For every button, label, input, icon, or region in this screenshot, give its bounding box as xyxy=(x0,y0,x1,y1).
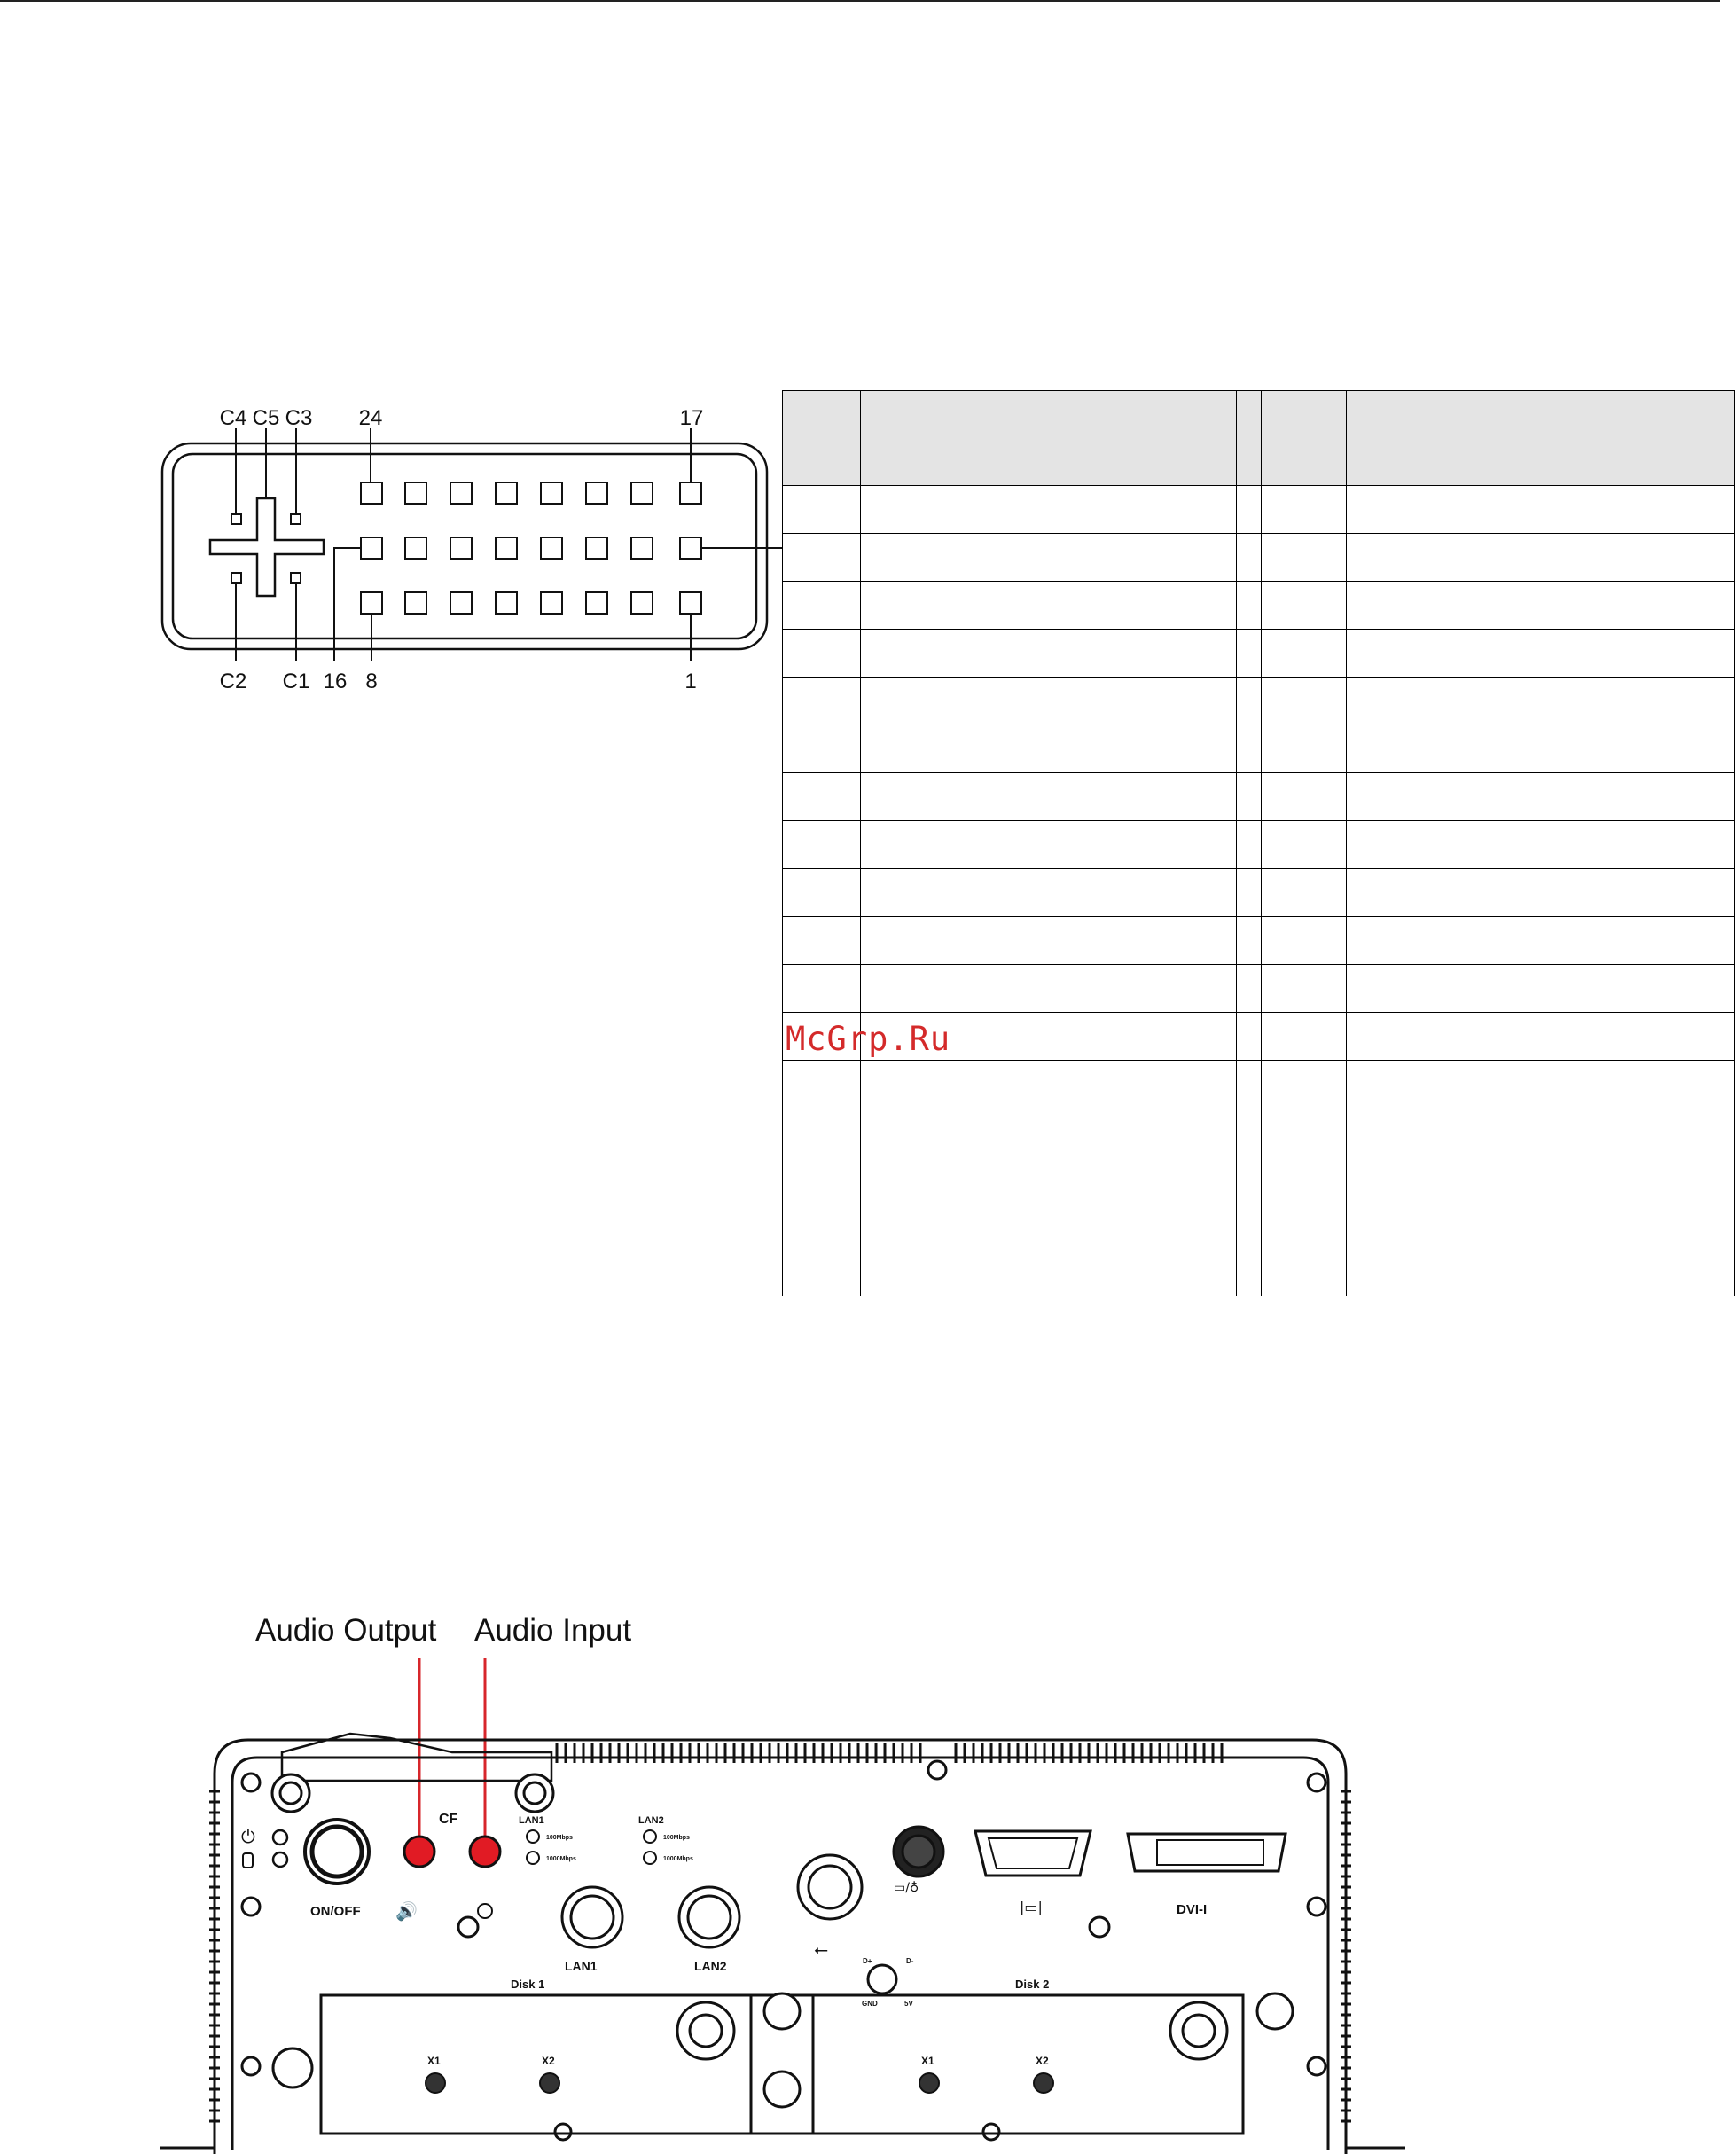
table-cell xyxy=(1347,869,1735,917)
table-row xyxy=(783,1061,1735,1108)
table-cell xyxy=(783,773,861,821)
table-cell xyxy=(861,582,1237,630)
disk-leds xyxy=(426,2073,1053,2093)
header-cell xyxy=(1347,391,1735,486)
table-row xyxy=(783,678,1735,725)
header-cell xyxy=(1262,391,1347,486)
table-cell xyxy=(1237,678,1262,725)
table-cell xyxy=(1262,1108,1347,1202)
pin-label-1: 1 xyxy=(684,670,697,693)
table-cell xyxy=(861,917,1237,965)
pin-4 xyxy=(541,592,562,614)
keyboard-mouse-icon: ▭/♁ xyxy=(894,1881,919,1895)
table-row xyxy=(783,1202,1735,1296)
dvi-pinout-diagram xyxy=(133,390,807,709)
pin-gnd-label: GND xyxy=(862,2000,878,2008)
heatsink-fins xyxy=(557,1743,1222,1763)
pin-label-c4: C4 xyxy=(219,406,247,430)
lan1-speed-100: 100Mbps xyxy=(546,1835,573,1841)
usb-port[interactable] xyxy=(798,1855,862,1919)
page-top-rule xyxy=(0,0,1720,2)
lan2-speed-100: 100Mbps xyxy=(663,1835,690,1841)
table-row xyxy=(783,582,1735,630)
display-icon: |▭| xyxy=(1020,1899,1043,1915)
disk2-label: Disk 2 xyxy=(1015,1978,1050,1991)
table-cell xyxy=(861,1108,1237,1202)
table-cell xyxy=(1347,1013,1735,1061)
table-row xyxy=(783,630,1735,678)
watermark-text: McGrp.Ru xyxy=(786,1020,951,1058)
disk1-label: Disk 1 xyxy=(511,1978,545,1991)
table-cell xyxy=(861,486,1237,534)
pin-18 xyxy=(631,482,653,504)
table-cell xyxy=(1262,582,1347,630)
lan1-port[interactable] xyxy=(562,1887,622,1947)
audio-input-callout: Audio Input xyxy=(474,1613,632,1648)
on-off-label: ON/OFF xyxy=(310,1904,361,1919)
table-cell xyxy=(1237,965,1262,1013)
pin-22 xyxy=(450,482,472,504)
table-row xyxy=(783,534,1735,582)
disk2-thumb-screw[interactable] xyxy=(1257,1993,1293,2029)
table-cell xyxy=(1237,773,1262,821)
table-cell xyxy=(1237,486,1262,534)
table-cell xyxy=(1262,869,1347,917)
bay-thumb-screw-upper[interactable] xyxy=(764,1993,800,2029)
table-row xyxy=(783,1108,1735,1202)
pin-13 xyxy=(496,537,517,559)
disk1-thumb-screw[interactable] xyxy=(273,2048,312,2087)
lan2-speed-1000: 1000Mbps xyxy=(663,1856,693,1862)
pin-label-17: 17 xyxy=(679,406,704,430)
table-cell xyxy=(1347,582,1735,630)
table-cell xyxy=(783,725,861,773)
table-cell xyxy=(783,821,861,869)
table-cell xyxy=(1237,725,1262,773)
dvi-port[interactable] xyxy=(1128,1834,1286,1871)
pin-11 xyxy=(586,537,607,559)
table-cell xyxy=(1237,534,1262,582)
pin-c4 xyxy=(231,514,241,524)
table-cell xyxy=(1262,1202,1347,1296)
pin-1 xyxy=(680,592,701,614)
lan1-top-label: LAN1 xyxy=(519,1815,544,1826)
dvi-label: DVI-I xyxy=(1177,1902,1208,1917)
pin-6 xyxy=(450,592,472,614)
cf-label: CF xyxy=(439,1812,458,1827)
table-cell xyxy=(783,486,861,534)
power-pin-connector[interactable] xyxy=(868,1965,896,1993)
ps2-port[interactable] xyxy=(894,1827,943,1876)
pin-2 xyxy=(631,592,653,614)
pin-7 xyxy=(405,592,426,614)
table-cell xyxy=(783,582,861,630)
pin-c2 xyxy=(231,573,241,583)
audio-output-callout: Audio Output xyxy=(255,1613,437,1648)
table-cell xyxy=(783,869,861,917)
audio-output-jack[interactable] xyxy=(404,1837,434,1867)
pin-label-c5: C5 xyxy=(252,406,280,430)
disk2-x2-label: X2 xyxy=(1036,2055,1049,2067)
pin-8 xyxy=(361,592,382,614)
pin-19 xyxy=(586,482,607,504)
pin-21 xyxy=(496,482,517,504)
table-row xyxy=(783,725,1735,773)
table-cell xyxy=(861,869,1237,917)
pin-10 xyxy=(631,537,653,559)
rear-panel-diagram xyxy=(151,1601,1436,2154)
table-cell xyxy=(783,678,861,725)
table-cell xyxy=(1262,486,1347,534)
pin-label-16: 16 xyxy=(323,670,348,693)
table-cell xyxy=(1237,630,1262,678)
table-cell xyxy=(1262,773,1347,821)
table-cell xyxy=(861,965,1237,1013)
disk1-x1-label: X1 xyxy=(427,2055,441,2067)
table-row xyxy=(783,773,1735,821)
pin-label-c1: C1 xyxy=(282,670,310,693)
table-cell xyxy=(1237,1061,1262,1108)
pin-label-8: 8 xyxy=(365,670,378,693)
power-icon: ⏻ xyxy=(241,1826,255,1847)
table-cell xyxy=(1347,773,1735,821)
table-cell xyxy=(1262,1013,1347,1061)
table-cell xyxy=(1347,725,1735,773)
pin-c1 xyxy=(291,573,301,583)
lan1-speed-1000: 1000Mbps xyxy=(546,1856,576,1862)
lan1-label: LAN1 xyxy=(565,1959,598,1973)
line-in-icon xyxy=(478,1904,492,1918)
header-cell xyxy=(861,391,1237,486)
table-cell xyxy=(783,1108,861,1202)
pin-16 xyxy=(361,537,382,559)
pin-5 xyxy=(496,592,517,614)
table-cell xyxy=(861,630,1237,678)
table-row xyxy=(783,917,1735,965)
table-cell xyxy=(861,534,1237,582)
table-cell xyxy=(1347,1108,1735,1202)
table-cell xyxy=(1347,917,1735,965)
lan2-top-label: LAN2 xyxy=(638,1815,664,1826)
table-cell xyxy=(1237,821,1262,869)
table-cell xyxy=(783,534,861,582)
table-cell xyxy=(1237,869,1262,917)
table-cell xyxy=(1262,630,1347,678)
table-cell xyxy=(783,965,861,1013)
pin-23 xyxy=(405,482,426,504)
pin-14 xyxy=(450,537,472,559)
analog-cross-blade xyxy=(210,498,324,596)
pin-d-plus-label: D+ xyxy=(863,1957,872,1965)
pin-20 xyxy=(541,482,562,504)
vga-port[interactable] xyxy=(975,1831,1091,1876)
table-cell xyxy=(1237,1013,1262,1061)
audio-input-jack[interactable] xyxy=(470,1837,500,1867)
table-row xyxy=(783,869,1735,917)
disk1-x2-label: X2 xyxy=(542,2055,555,2067)
pin-label-c3: C3 xyxy=(285,406,313,430)
table-cell xyxy=(1262,917,1347,965)
table-cell xyxy=(1347,1202,1735,1296)
table-cell xyxy=(1262,725,1347,773)
status-leds xyxy=(273,1830,287,1867)
table-cell xyxy=(861,821,1237,869)
header-cell xyxy=(1237,391,1262,486)
pin-label-24: 24 xyxy=(358,406,383,430)
table-cell xyxy=(1237,582,1262,630)
table-cell xyxy=(1237,917,1262,965)
disk2-x1-label: X1 xyxy=(921,2055,934,2067)
table-cell xyxy=(1347,821,1735,869)
table-cell xyxy=(783,917,861,965)
table-cell xyxy=(861,1061,1237,1108)
table-cell xyxy=(1347,678,1735,725)
header-cell xyxy=(783,391,861,486)
lan2-label: LAN2 xyxy=(694,1959,727,1973)
disk1-eject-knob[interactable] xyxy=(677,2002,734,2059)
pin-12 xyxy=(541,537,562,559)
table-cell xyxy=(1262,821,1347,869)
usb-icon: ⭠ xyxy=(814,1939,828,1960)
table-cell xyxy=(1262,678,1347,725)
table-row xyxy=(783,821,1735,869)
pin-c3 xyxy=(291,514,301,524)
digital-pin-grid xyxy=(361,482,701,614)
table-cell xyxy=(861,1202,1237,1296)
table-cell xyxy=(1347,486,1735,534)
table-cell xyxy=(783,1202,861,1296)
hdd-icon xyxy=(243,1853,253,1868)
table-row xyxy=(783,965,1735,1013)
power-button[interactable] xyxy=(305,1820,369,1884)
bay-thumb-screw-lower[interactable] xyxy=(764,2072,800,2107)
table-cell xyxy=(1262,1061,1347,1108)
table-cell xyxy=(783,1061,861,1108)
table-cell xyxy=(783,630,861,678)
table-cell xyxy=(861,725,1237,773)
pin-9 xyxy=(680,537,701,559)
pin-15 xyxy=(405,537,426,559)
lan2-port[interactable] xyxy=(679,1887,739,1947)
table-cell xyxy=(1237,1108,1262,1202)
table-cell xyxy=(861,773,1237,821)
table-cell xyxy=(1262,534,1347,582)
table-cell xyxy=(1347,534,1735,582)
pin-3 xyxy=(586,592,607,614)
pin-d-minus-label: D- xyxy=(906,1957,914,1965)
table-cell xyxy=(1262,965,1347,1013)
table-cell xyxy=(1237,1202,1262,1296)
pin-label-c2: C2 xyxy=(219,670,247,693)
pin-24 xyxy=(361,482,382,504)
table-row xyxy=(783,486,1735,534)
table-cell xyxy=(1347,965,1735,1013)
speaker-icon: 🔊 xyxy=(395,1900,418,1922)
pin-5v-label: 5V xyxy=(904,2000,913,2008)
table-cell xyxy=(1347,1061,1735,1108)
table-cell xyxy=(1347,630,1735,678)
pin-assignment-table xyxy=(782,390,1735,1296)
pin-17 xyxy=(680,482,701,504)
disk2-eject-knob[interactable] xyxy=(1170,2002,1227,2059)
table-header-row xyxy=(783,391,1735,486)
table-cell xyxy=(861,678,1237,725)
